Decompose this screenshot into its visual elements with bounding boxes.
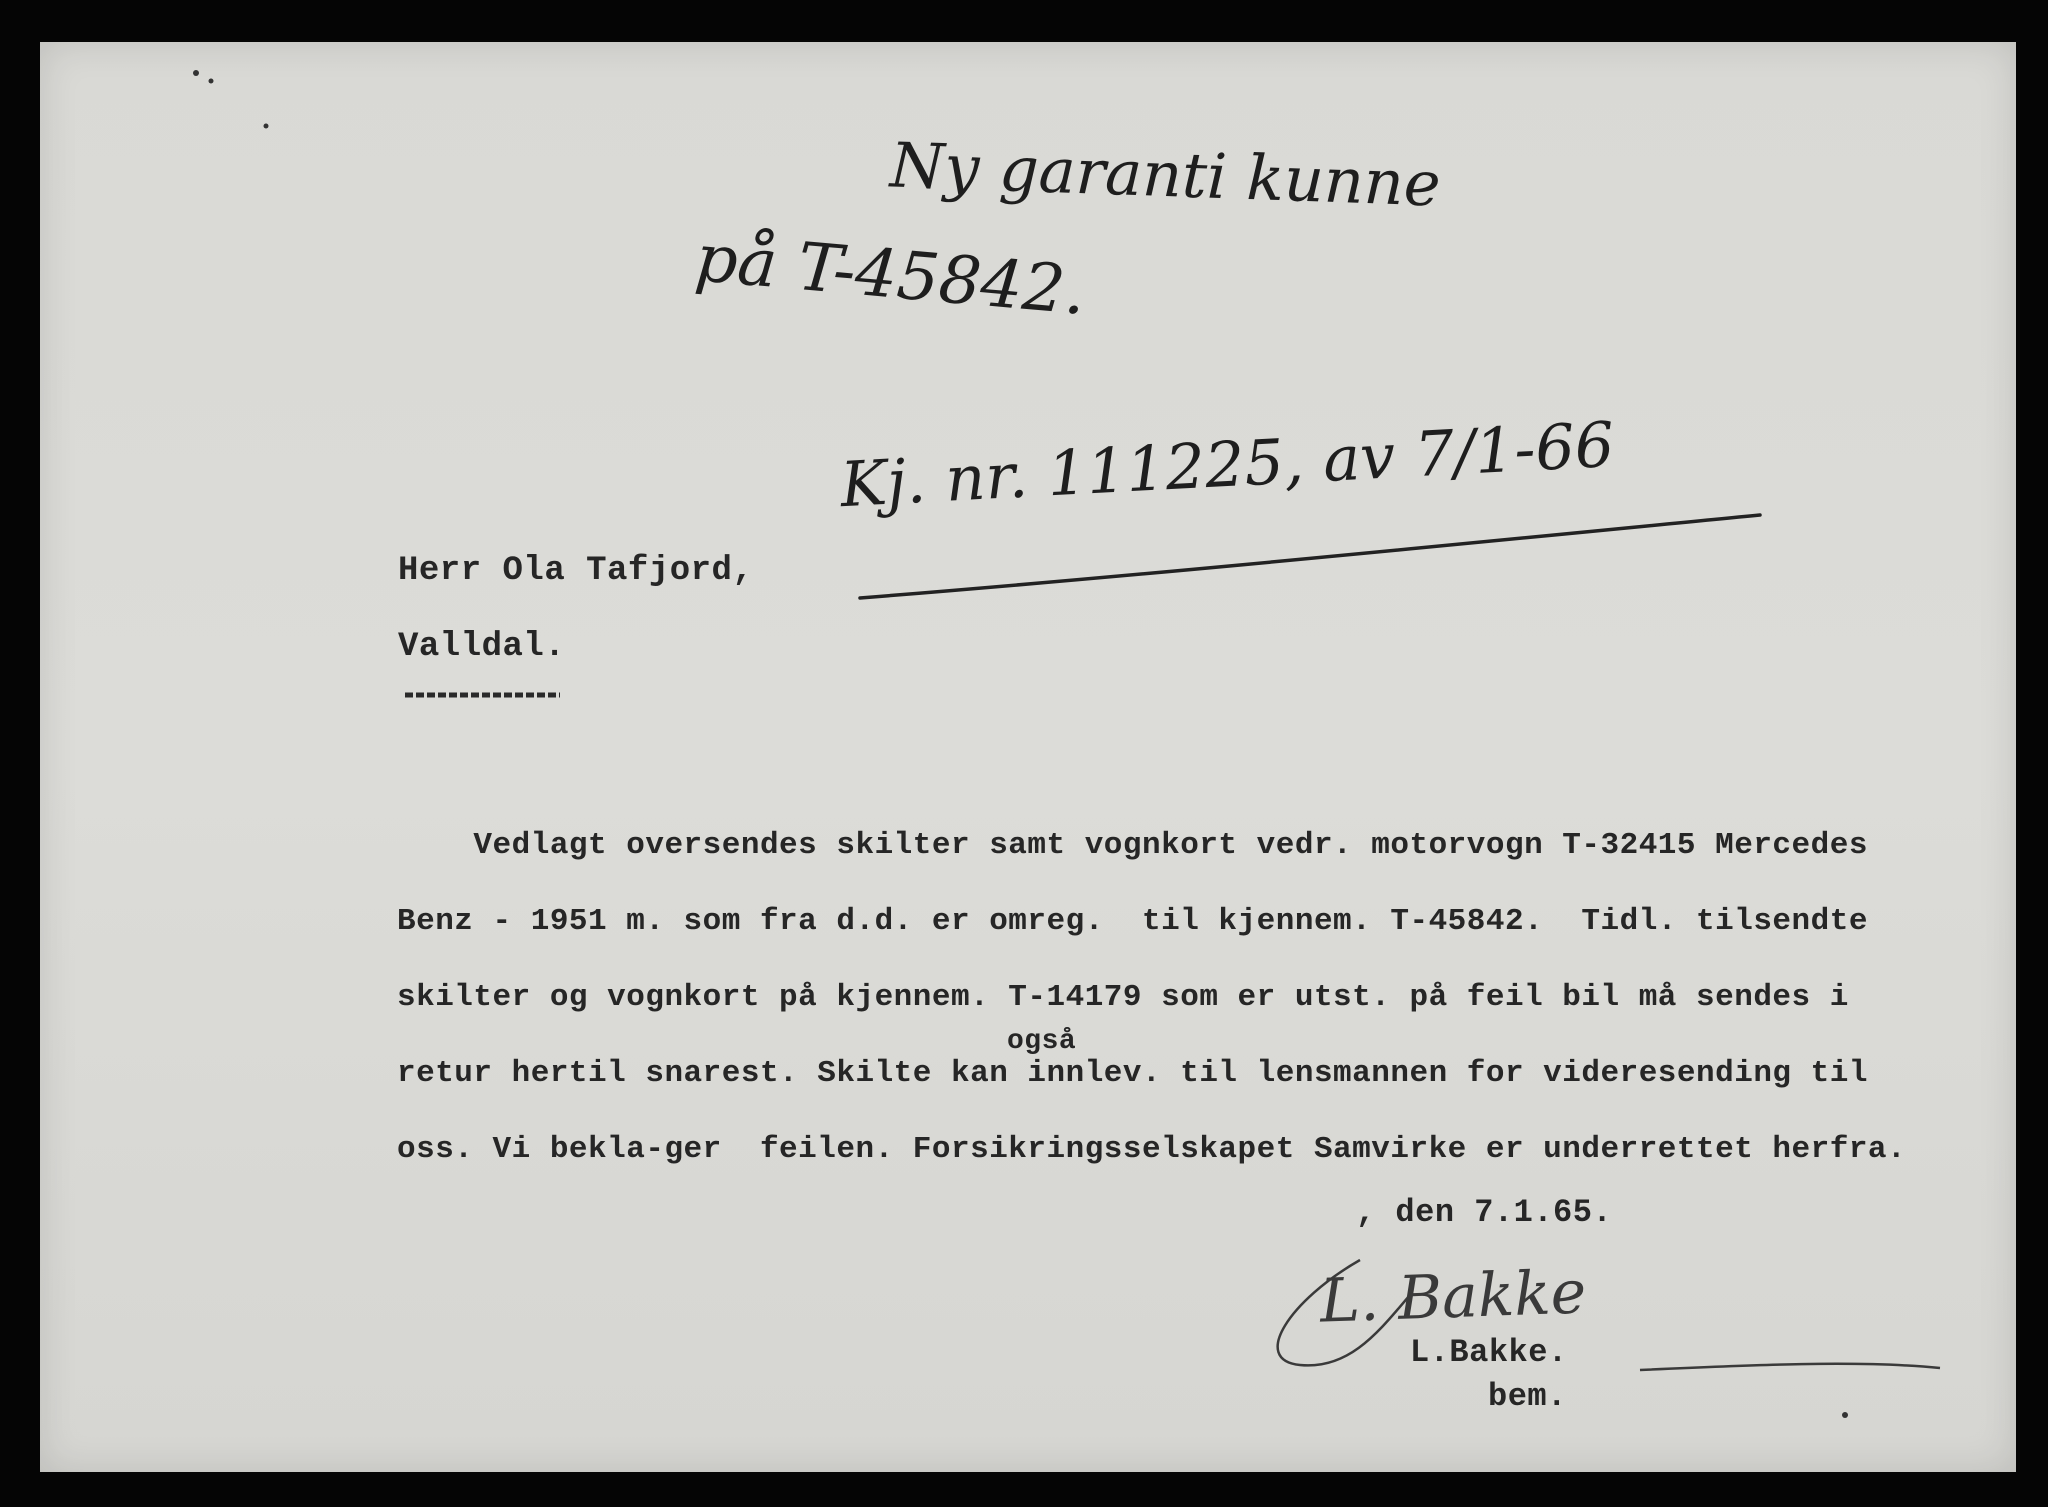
body-line-3: skilter og vognkort på kjennem. T-14179 som er utst. på feil bil må sendes i (397, 980, 1849, 1015)
recipient-name: Herr Ola Tafjord, (398, 552, 754, 590)
body-line-2: Benz - 1951 m. som fra d.d. er omreg. til kjennem. T-45842. Tidl. tilsendte (397, 904, 1868, 939)
recipient-place: Valldal. (398, 628, 566, 666)
handwritten-note-line-1: Ny garanti kunne (888, 128, 1442, 221)
signatory-title: bem. (1488, 1378, 1567, 1415)
body-line-5: oss. Vi bekla-ger feilen. Forsikringsselskapet Samvirke er underrettet herfra. (397, 1132, 1907, 1167)
body-insertion: også (1007, 1026, 1077, 1057)
handwritten-note-line-2: på T-45842. (692, 219, 1089, 330)
date-line: , den 7.1.65. (1356, 1194, 1613, 1231)
body-line-4: retur hertil snarest. Skilte kan innlev. til lensmannen for videresending til (397, 1056, 1868, 1091)
body-line-1: Vedlagt oversendes skilter samt vognkort vedr. motorvogn T-32415 Mercedes (397, 828, 1868, 863)
signature-handwritten: L. Bakke (1318, 1257, 1588, 1337)
handwritten-note-line-3: Kj. nr. 111225, av 7/1-66 (838, 407, 1616, 522)
signatory-name: L.Bakke. (1410, 1334, 1568, 1371)
